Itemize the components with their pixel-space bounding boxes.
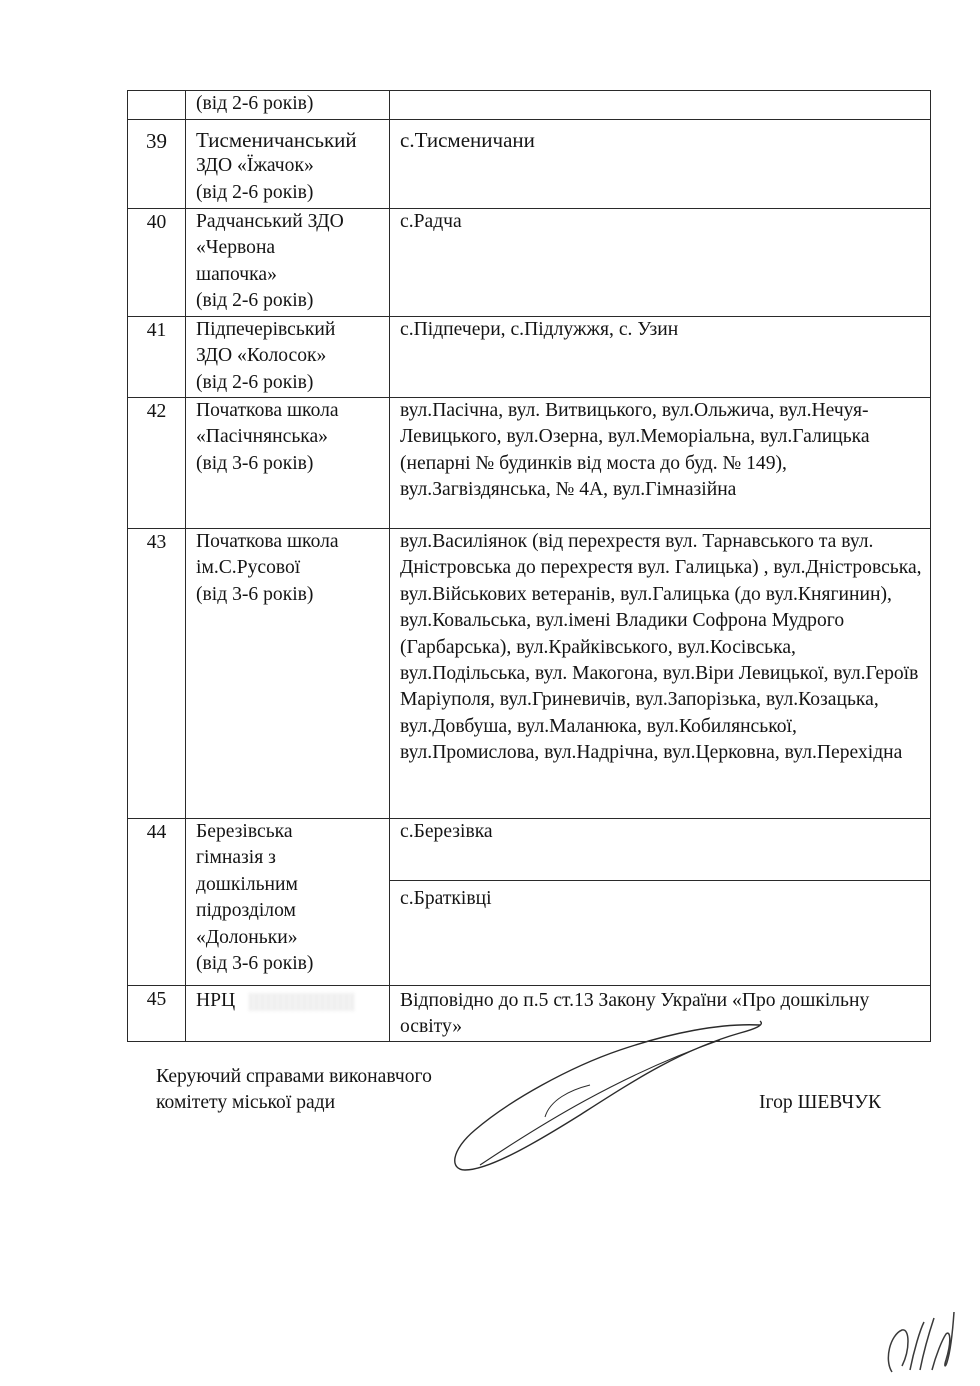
service-area-text: вул.Василіянок (від перехрестя вул. Тарнавського та вул. Дністровська до перехрестя вул. Галицька) , вул.Дністровська, вул.Військових ветеранів, вул.Галицька (до вул.Княгинин), вул.Ковальська, вул.імені Владики Софрона Мудрого (Гарбарська), вул.Крайківського, вул.Косівська, вул.Подільська, вул. Макогона, вул.Віри Левицької, вул.Героїв Маріуполя, вул.Гриневичів, вул.Запорізька, вул.Козацька, вул.Довбуша, вул.Маланюка, вул.Кобилянської, вул.Промислова, вул.Надрічна, вул.Церковна, вул.Перехідна [400,531,922,764]
institution-name-cell [186,317,390,398]
row-number: 40 [146,212,167,233]
row-number: 44 [146,822,167,843]
institution-name-line: гімназія з [196,847,276,869]
institution-name-line: «Пасічнянська» [196,426,328,448]
service-area-text: с.Підпечери, с.Підлужжя, с. Узин [400,319,679,340]
row-number-cell [128,317,186,398]
institution-name-line: (від 2-6 років) [196,290,314,312]
institution-name-line: Підпечерівський [196,319,336,340]
institution-name-line: «Червона [196,237,276,259]
institution-name-line: (від 3-6 років) [196,583,314,605]
row-number: 45 [146,989,167,1010]
service-area-text: с.Радча [400,211,462,232]
position-line: Керуючий справами виконавчого [156,1066,432,1087]
institution-name-line: Тисменичанський [196,128,357,152]
table-row [128,209,931,317]
signer-name: Ігор ШЕВЧУК [759,1092,882,1113]
position-line: комітету міської ради [156,1092,336,1113]
table-row [128,819,931,881]
row-number-cell [128,209,186,317]
service-area-cell [390,398,931,529]
institution-name-text: НРЦ [196,990,236,1011]
service-area-cell [390,881,931,986]
row-number-cell [128,529,186,819]
service-area-text: вул.Пасічна, вул. Витвицького, вул.Ольжича, вул.Нечуя-Левицького, вул.Озерна, вул.Меморіальна, вул.Галицька (непарні № будинків від моста до буд. № 149), вул.Загвіздянська, № 4А, вул.Гімназійна [400,400,870,501]
row-number-cell [128,120,186,209]
row-number: 41 [146,320,167,341]
institution-name-line: Березівська [196,821,293,842]
service-area-cell [390,120,931,209]
institution-name-cell [186,398,390,529]
institution-name-line: (від 2-6 років) [196,181,314,203]
kindergarten-zones-table [127,90,931,1042]
institution-name-cell [186,209,390,317]
row-number: 39 [146,129,167,153]
row-number-cell [128,398,186,529]
institution-name-line: ім.С.Русової [196,557,301,579]
row-number: 42 [146,401,167,422]
row-number-cell [128,986,186,1042]
institution-name-cell [186,819,390,986]
institution-name-line: Радчанський ЗДО [196,211,344,232]
institution-name-line: (від 2-6 років) [196,371,314,393]
institution-name-cell [186,986,390,1042]
row-number: 43 [146,532,167,553]
service-area-text: с.Березівка [400,821,493,842]
row-number-cell [128,819,186,986]
service-area-cell [390,529,931,819]
row-number-cell [128,91,186,120]
institution-name-line: ЗДО «Колосок» [196,345,327,367]
service-area-cell [390,209,931,317]
institution-name-cell [186,120,390,209]
institution-name-line: (від 2-6 років) [196,93,314,114]
institution-name-cell [186,529,390,819]
handwritten-initials [880,1300,960,1380]
institution-name-cell [186,91,390,120]
service-area-text: с.Братківці [400,888,492,909]
service-area-text: с.Тисменичани [400,128,535,152]
institution-name-line [196,988,389,1014]
service-area-cell [390,317,931,398]
service-area-cell [390,819,931,881]
institution-name-line: (від 3-6 років) [196,452,314,474]
redacted-text-mark [249,993,354,1011]
table-row [128,91,931,120]
handwritten-signature [420,1005,780,1185]
table-row [128,398,931,529]
service-area-text: Відповідно до п.5 ст.13 Закону України «Про дошкільну освіту» [400,990,870,1038]
institution-name-line: (від 3-6 років) [196,953,314,975]
institution-name-line: підрозділом [196,900,296,922]
table-row [128,529,931,819]
institution-name-line: дошкільним [196,873,298,895]
table-row [128,317,931,398]
institution-name-line: шапочка» [196,263,277,285]
institution-name-line: Початкова школа [196,531,339,552]
service-area-cell [390,91,931,120]
institution-name-line: Початкова школа [196,400,339,421]
table-row [128,120,931,209]
institution-name-line: «Долоньки» [196,926,298,948]
institution-name-line: ЗДО «Їжачок» [196,155,314,177]
signatory-position [156,1064,432,1116]
